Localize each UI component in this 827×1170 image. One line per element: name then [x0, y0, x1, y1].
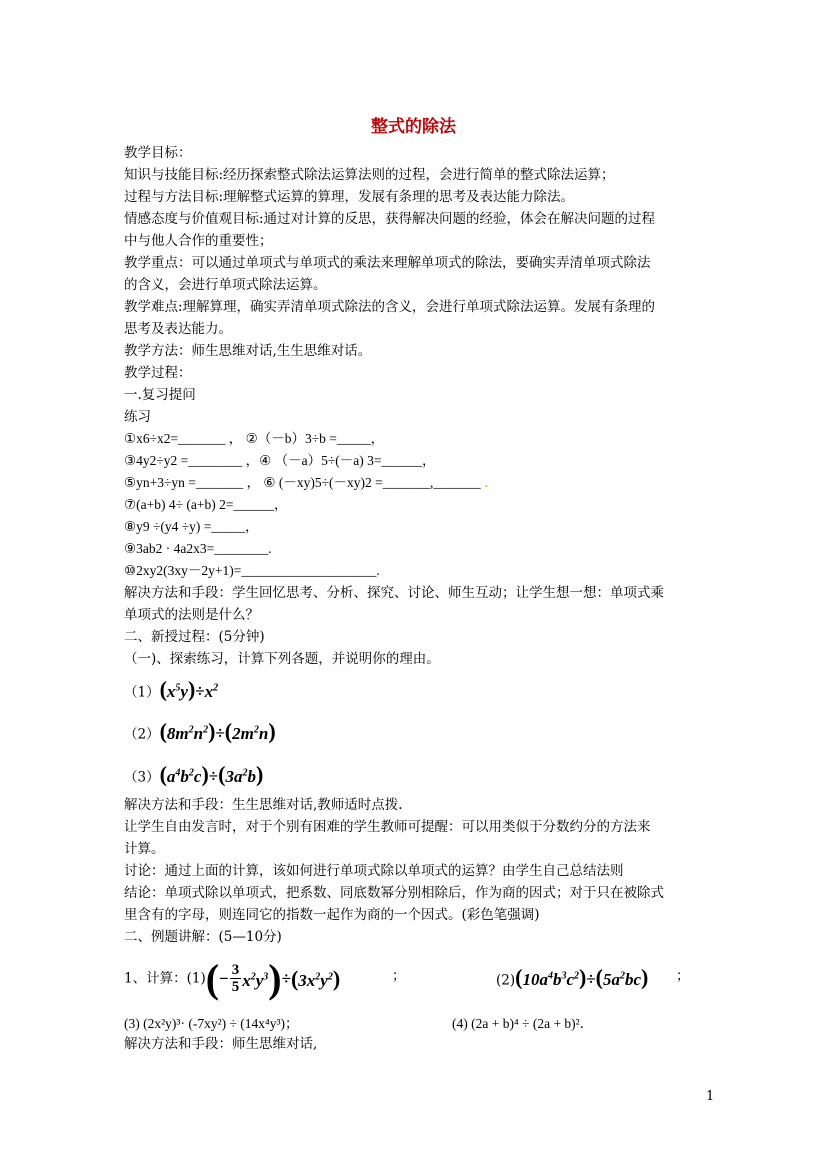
example-item-4: (4) (2a + b)⁴ ÷ (2a + b)²． [452, 1016, 594, 1031]
document-title: 整式的除法 [371, 117, 456, 137]
text-line: 解决方法和手段：学生回忆思考、分析、探究、讨论、师生互动；让学生想一想：单项式乘 [124, 585, 664, 601]
example-item-3: (3) (2x²y)³· (-7xy²) ÷ (14x⁴y³)； [124, 1016, 299, 1031]
exercise-1: ①x6÷x2=_______ ， ②（－b）3÷b =_____， [124, 431, 385, 446]
section-heading: 二、例题讲解：(5—10分) [124, 929, 282, 945]
explore-item-2: $(2)(8m^2n^2)\div(2m^2n)$ [124, 718, 276, 744]
section-heading: 一.复习提问 [124, 387, 196, 403]
text-line: 教学重点：可以通过单项式与单项式的乘法来理解单项式的除法，要确实弄清单项式除法 [124, 255, 651, 271]
text-line: 让学生自由发言时，对于个别有困难的学生教师可提醒：可以用类似于分数约分的方法来 [124, 819, 651, 835]
text-line: 解决方法和手段：师生思维对话, [124, 1036, 318, 1052]
section-heading: 二、新授过程：(5分钟) [124, 629, 265, 645]
example-label-2: (2) [496, 972, 516, 989]
text-line: 教学难点:理解算理，确实弄清单项式除法的含义，会进行单项式除法运算。发展有条理的 [124, 299, 656, 315]
exercise-text: ⑤yn+3÷yn =_______ ， ⑥ (－xy)5÷(－xy)2 =_______,_______ [124, 475, 481, 490]
text-line: 教学过程： [124, 365, 192, 381]
text-line: 单项式的法则是什么？ [124, 607, 259, 623]
text-line: 练习 [124, 409, 151, 425]
text-line: 思考及表达能力。 [124, 321, 232, 337]
text-line: 教学目标： [124, 145, 192, 161]
example-sep-1: ； [392, 968, 406, 984]
text-line: 结论：单项式除以单项式，把系数、同底数幂分别相除后，作为商的因式；对于只在被除式 [124, 885, 664, 901]
example-sep-2: ； [676, 968, 690, 984]
text-line: 中与他人合作的重要性； [124, 233, 273, 249]
text-line: 教学方法：师生思维对话,生生思维对话。 [124, 343, 372, 359]
item-label: （1） [124, 684, 160, 701]
exercise-2: ③4y2÷y2 =________ ，④ （－a）5÷(－a) 3=______， [124, 453, 436, 468]
text-line: 里含有的字母，则连同它的指数一起作为商的一个因式。(彩色笔强调) [124, 907, 540, 923]
exercise-3 [124, 473, 488, 493]
text-line: 情感态度与价值观目标:通过对计算的反思，获得解决问题的经验，体会在解决问题的过程 [124, 211, 656, 227]
explore-item-3: $(3)(a^4b^2c)\div(3a^2b)$ [124, 761, 264, 787]
page-number: 1 [706, 1089, 715, 1104]
example-item-2: $(2)(10a^4b^3c^2)\div(5a^2bc)$ [496, 964, 649, 990]
exercise-4: ⑦(a+b) 4÷ (a+b) 2=______， [124, 497, 288, 512]
text-line: 讨论：通过上面的计算，该如何进行单项式除以单项式的运算？由学生自己总结法则 [124, 863, 624, 879]
explore-item-1: $(1)(x^5y)\div x^2$ [124, 676, 219, 702]
example-lead: 1、计算：(1) [124, 970, 206, 987]
exercise-7: ⑩2xy2(3xy－2y+1)=____________________. [124, 563, 380, 578]
item-label: （2） [124, 726, 160, 743]
exercise-mark: . [484, 475, 488, 490]
text-line: 解决方法和手段：生生思维对话,教师适时点拨. [124, 797, 403, 813]
text-line: （一)、探索练习，计算下列各题，并说明你的理由。 [124, 651, 440, 667]
exercise-5: ⑧y9 ÷(y4 ÷y) =_____， [124, 519, 259, 534]
exercise-6: ⑨3ab2 · 4a2x3=________. [124, 541, 272, 556]
item-label: （3） [124, 769, 160, 786]
text-line: 计算。 [124, 841, 165, 857]
example-row-1: 1、计算：(1)(− $\frac{3}{5}$ $x^2y^3)\div(3x^2y^2)$ [124, 955, 341, 1001]
text-line: 知识与技能目标:经历探索整式除法运算法则的过程，会进行简单的整式除法运算； [124, 167, 615, 183]
text-line: 的含义，会进行单项式除法运算。 [124, 277, 327, 293]
text-line: 过程与方法目标:理解整式运算的算理，发展有条理的思考及表达能力除法。 [124, 189, 575, 205]
